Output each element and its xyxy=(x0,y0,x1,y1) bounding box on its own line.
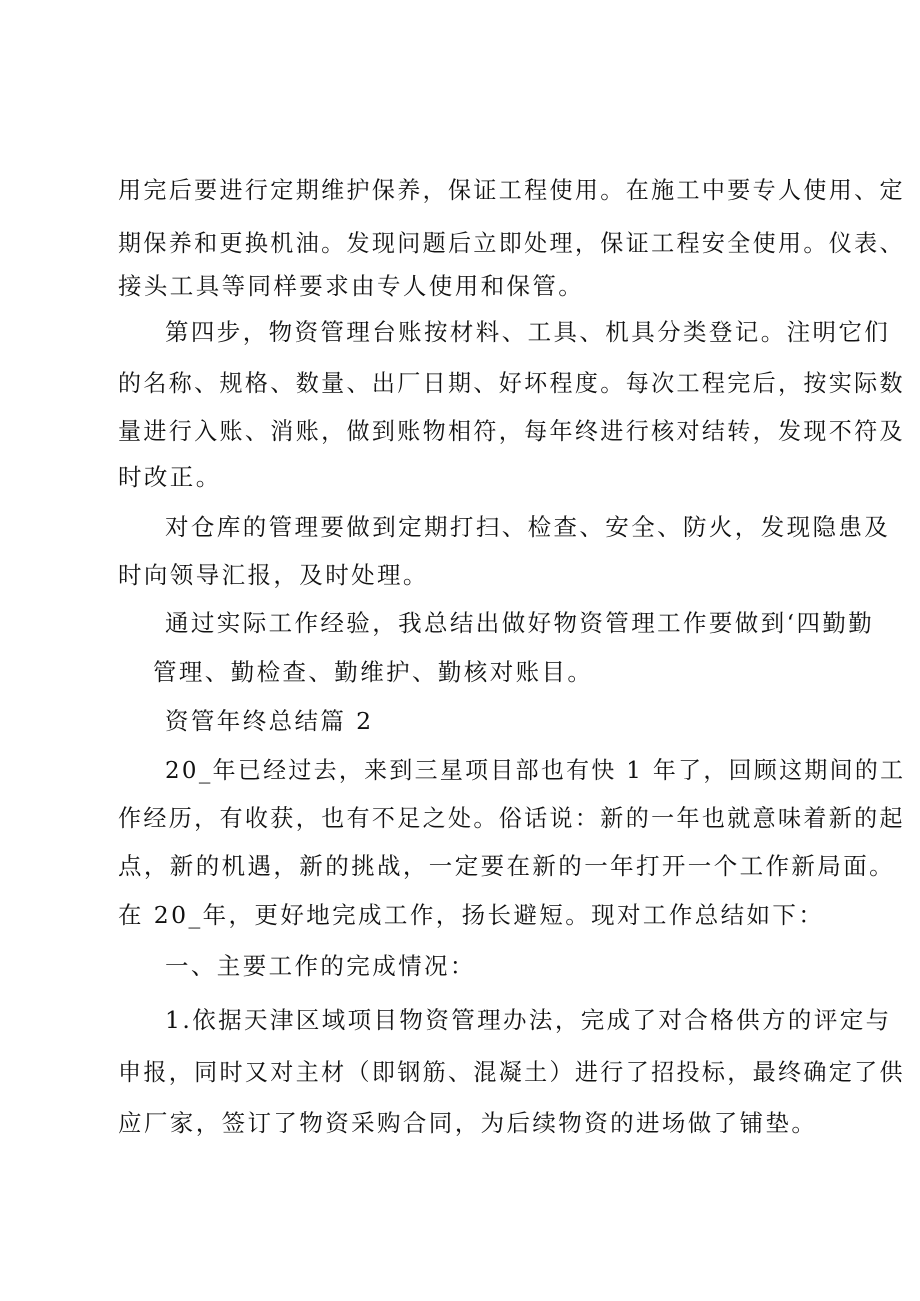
paragraph-line: 管理、勤检查、勤维护、勤核对账目。 xyxy=(153,658,594,686)
paragraph-line: 点，新的机遇，新的挑战，一定要在新的一年打开一个工作新局面。 xyxy=(118,852,895,880)
paragraph-line: 第四步，物资管理台账按材料、工具、机具分类登记。注明它们 xyxy=(165,318,891,346)
paragraph-line: 通过实际工作经验，我总结出做好物资管理工作要做到‘四勤勤 xyxy=(165,609,875,637)
paragraph-line: 一、主要工作的完成情况： xyxy=(165,952,476,980)
paragraph-line: 申报，同时又对主材（即钢筋、混凝土）进行了招投标，最终确定了供 xyxy=(118,1058,905,1086)
section-heading: 资管年终总结篇 2 xyxy=(165,707,374,735)
paragraph-line: 应厂家，签订了物资采购合同，为后续物资的进场做了铺垫。 xyxy=(118,1109,818,1137)
paragraph-line: 作经历，有收获，也有不足之处。俗话说：新的一年也就意味着新的起 xyxy=(118,804,905,832)
paragraph-line: 对仓库的管理要做到定期打扫、检查、安全、防火，发现隐患及 xyxy=(165,513,891,541)
paragraph-line: 1.依据天津区域项目物资管理办法，完成了对合格供方的评定与 xyxy=(165,1006,892,1034)
paragraph-line: 期保养和更换机油。发现问题后立即处理，保证工程安全使用。仪表、 xyxy=(118,229,905,257)
paragraph-line: 时向领导汇报，及时处理。 xyxy=(118,561,429,589)
paragraph-line: 用完后要进行定期维护保养，保证工程使用。在施工中要专人使用、定 xyxy=(118,176,905,204)
paragraph-line: 的名称、规格、数量、出厂日期、好坏程度。每次工程完后，按实际数 xyxy=(118,369,905,397)
paragraph-line: 20_年已经过去，来到三星项目部也有快 1 年了，回顾这期间的工 xyxy=(165,756,906,784)
paragraph-line: 量进行入账、消账，做到账物相符，每年终进行核对结转，发现不符及 xyxy=(118,417,905,445)
paragraph-line: 时改正。 xyxy=(118,463,222,491)
paragraph-line: 在 20_年，更好地完成工作，扬长避短。现对工作总结如下： xyxy=(118,901,825,929)
paragraph-line: 接头工具等同样要求由专人使用和保管。 xyxy=(118,272,585,300)
